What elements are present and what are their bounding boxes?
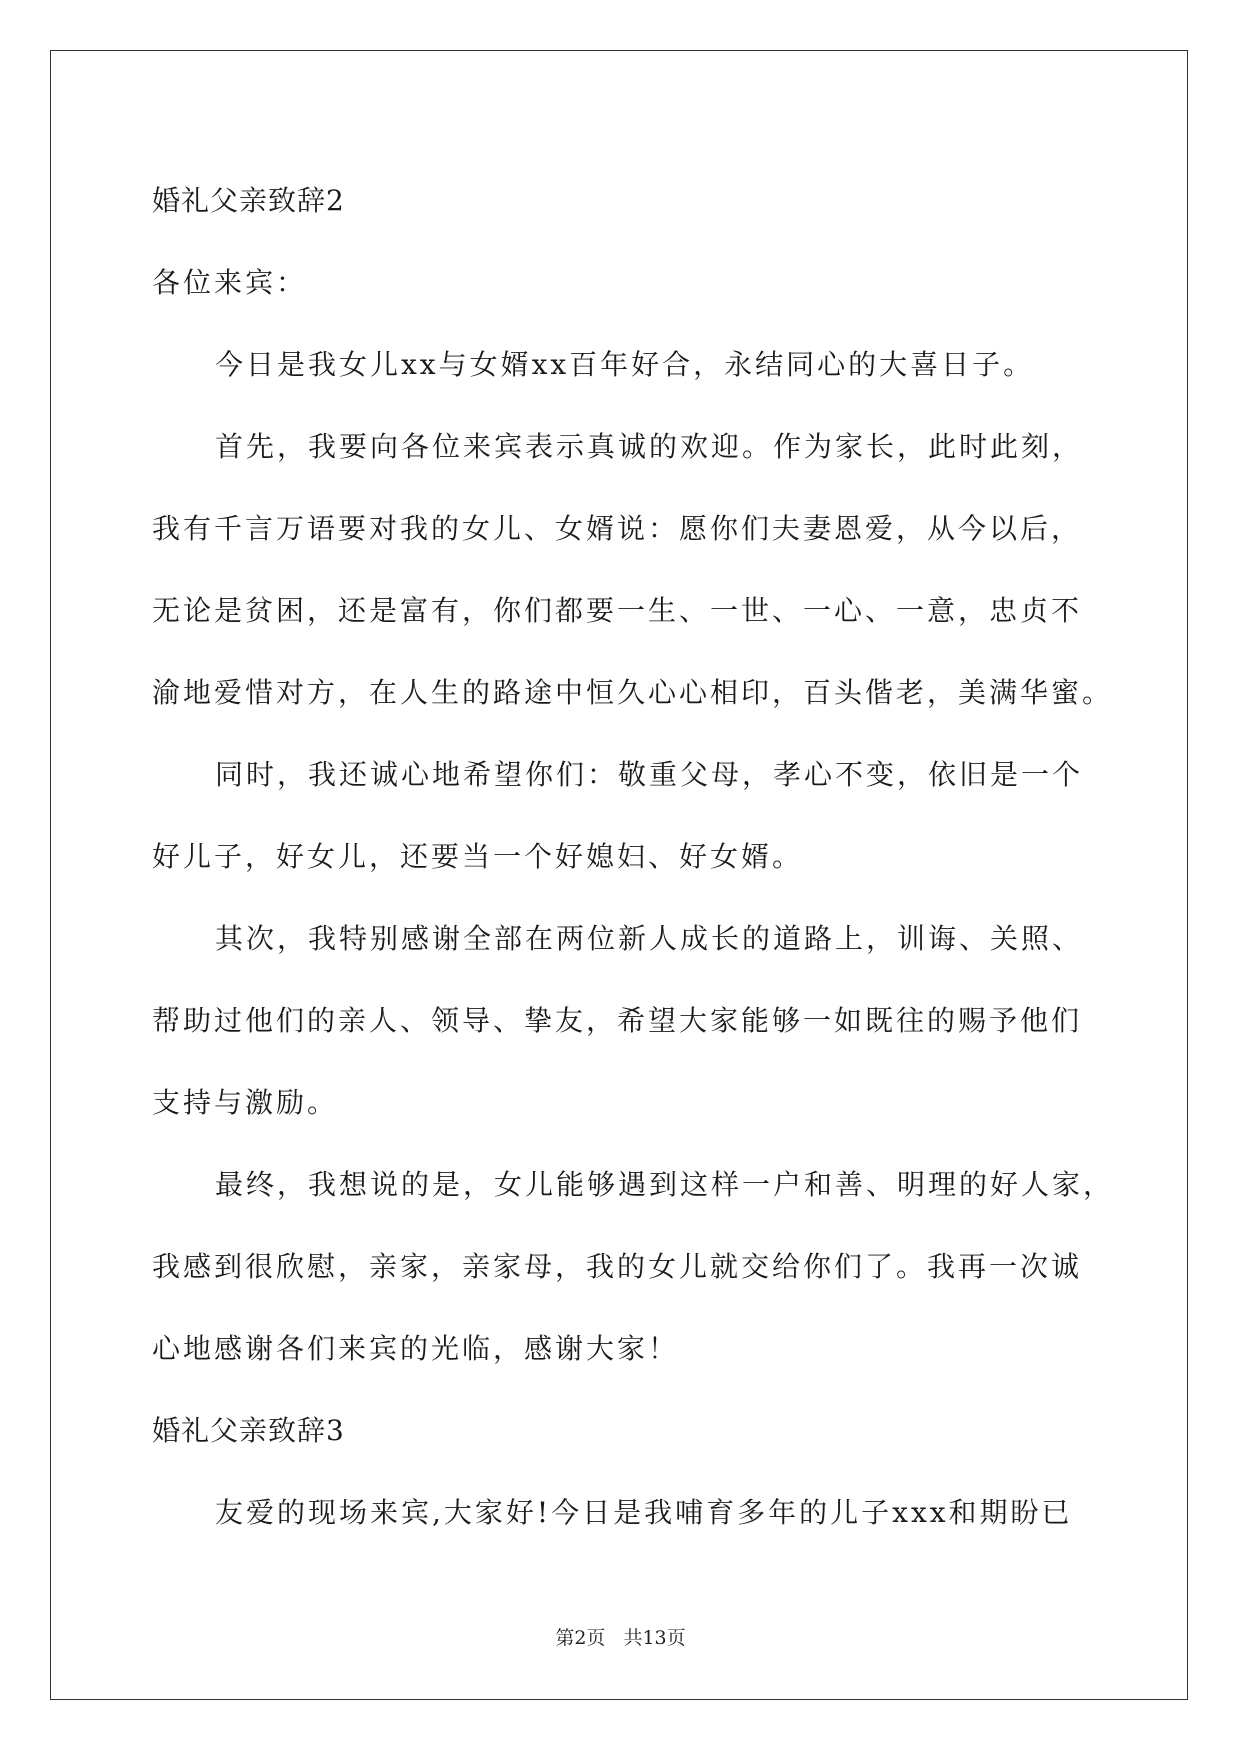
- paragraph-line: 好儿子，好女儿，还要当一个好媳妇、好女婿。: [152, 840, 804, 873]
- paragraph-line: 同时，我还诚心地希望你们：敬重父母，孝心不变，依旧是一个: [215, 758, 1084, 791]
- paragraph-line: 其次，我特别感谢全部在两位新人成长的道路上，训诲、关照、: [215, 922, 1084, 955]
- paragraph-line: 无论是贫困，还是富有，你们都要一生、一世、一心、一意，忠贞不: [152, 594, 1083, 627]
- section-heading: 婚礼父亲致辞3: [152, 1414, 345, 1447]
- paragraph-line: 友爱的现场来宾,大家好!今日是我哺育多年的儿子xxx和期盼已: [215, 1496, 1073, 1529]
- paragraph-line: 我有千言万语要对我的女儿、女婿说：愿你们夫妻恩爱，从今以后，: [152, 512, 1083, 545]
- paragraph-line: 今日是我女儿xx与女婿xx百年好合，永结同心的大喜日子。: [215, 348, 1035, 381]
- paragraph-line: 最终，我想说的是，女儿能够遇到这样一户和善、明理的好人家，: [215, 1168, 1115, 1201]
- section-heading: 婚礼父亲致辞2: [152, 184, 345, 217]
- paragraph-line: 心地感谢各们来宾的光临，感谢大家！: [152, 1332, 680, 1365]
- page-footer: [0, 1626, 1241, 1650]
- salutation: 各位来宾：: [152, 266, 308, 299]
- document-body: [152, 160, 1115, 1554]
- paragraph-line: 渝地爱惜对方，在人生的路途中恒久心心相印，百头偕老，美满华蜜。: [152, 676, 1114, 709]
- paragraph-line: 帮助过他们的亲人、领导、挚友，希望大家能够一如既往的赐予他们: [152, 1004, 1083, 1037]
- paragraph-line: 首先，我要向各位来宾表示真诚的欢迎。作为家长，此时此刻，: [215, 430, 1084, 463]
- paragraph-line: 支持与激励。: [152, 1086, 339, 1119]
- paragraph-line: 我感到很欣慰，亲家，亲家母，我的女儿就交给你们了。我再一次诚: [152, 1250, 1083, 1283]
- page-number: 第2页: [555, 1627, 606, 1649]
- page-total: 共13页: [623, 1627, 686, 1649]
